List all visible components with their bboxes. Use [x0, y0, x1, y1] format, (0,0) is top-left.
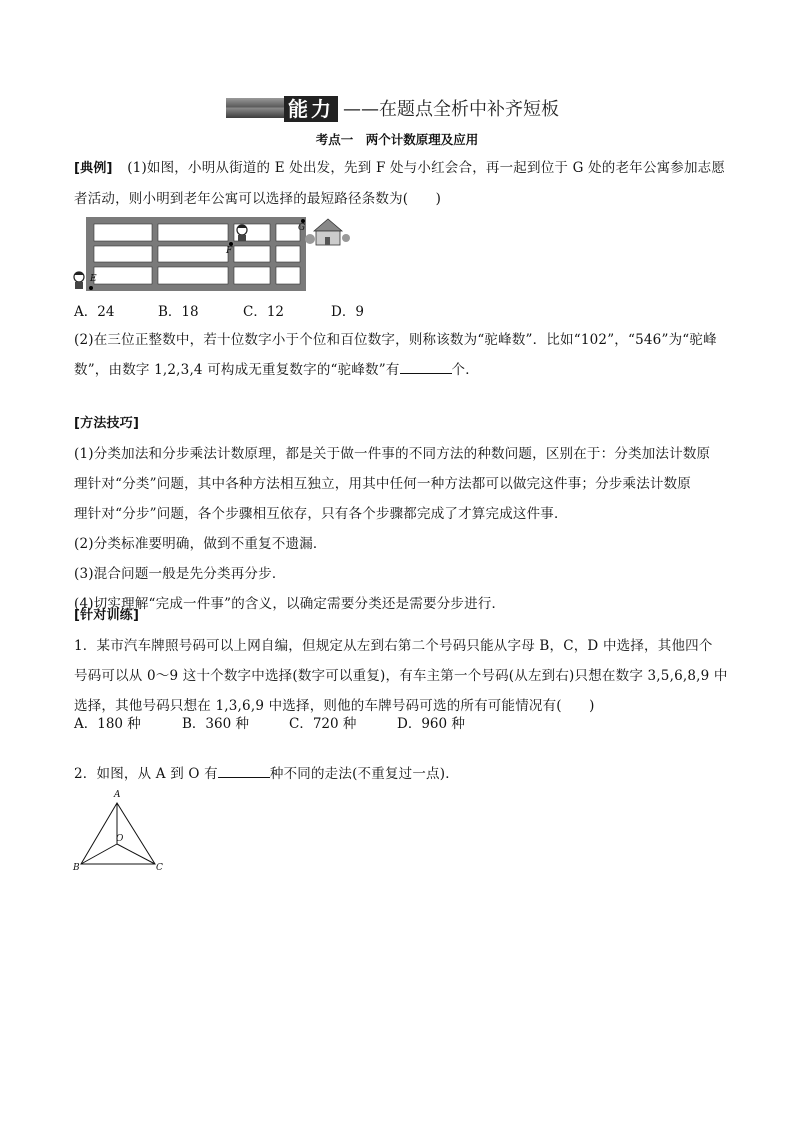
label-e: E [90, 274, 97, 284]
example-q2-line2-after: 个． [451, 362, 479, 378]
training-q1-line1: 1．某市汽车牌照号码可以上网自编，但规定从左到右第二个号码只能从字母 B，C，D 中选择，其他四个 [74, 638, 713, 654]
training-q2-before: 2．如图，从 A 到 O 有 [74, 766, 218, 782]
label-f: F [226, 246, 233, 256]
banner-decor-bar [226, 98, 284, 118]
banner-subtitle: ——在题点全析中补齐短板 [343, 99, 559, 120]
label-a: A [114, 790, 121, 800]
methods-section [74, 408, 710, 619]
label-o: O [116, 834, 124, 844]
example-option-a: A．24 [74, 304, 115, 320]
triangle-figure [70, 790, 170, 875]
methods-line-6: (4)切实理解“完成一件事”的含义，以确定需要分类还是需要分步进行． [74, 596, 506, 612]
street-grid-diagram [70, 213, 350, 293]
training-option-d: D．960 种 [397, 716, 465, 732]
training-option-a: A．180 种 [74, 716, 141, 732]
example-q2 [74, 325, 717, 385]
methods-line-4: (2)分类标准要明确，做到不重复不遗漏． [74, 536, 327, 552]
answer-blank [400, 359, 452, 374]
banner-label: 能力 [284, 96, 338, 122]
training-heading: [针对训练] [74, 608, 140, 623]
methods-line-2: 理针对“分类”问题，其中各种方法相互独立，用其中任何一种方法都可以做完这件事；分步乘法计数原 [74, 476, 692, 492]
training-q2-after: 种不同的走法(不重复过一点)． [269, 766, 459, 782]
methods-line-3: 理针对“分步”问题，各个步骤相互依存，只有各个步骤都完成了才算完成这件事． [74, 506, 568, 522]
training-section [74, 600, 728, 721]
example-q1-line1: (1)如图，小明从街道的 E 处出发，先到 F 处与小红会合，再一起到位于 G 处的老年公寓参加志愿 [127, 160, 726, 176]
street-grid-figure [70, 213, 350, 293]
example-option-d: D．9 [331, 304, 364, 320]
example-option-b: B．18 [158, 304, 199, 320]
label-g: G [298, 223, 306, 233]
answer-blank-2 [218, 763, 270, 778]
training-option-b: B．360 种 [182, 716, 249, 732]
methods-heading: [方法技巧] [74, 416, 140, 431]
methods-line-1: (1)分类加法和分步乘法计数原理，都是关于做一件事的不同方法的种数问题，区别在于：分类加法计数原 [74, 446, 711, 462]
training-option-c: C．720 种 [289, 716, 357, 732]
training-q1-line2: 号码可以从 0～9 这十个数字中选择(数字可以重复)，有车主第一个号码(从左到右)只想在数字 3,5,6,8,9 中 [74, 668, 728, 684]
training-q1-line3: 选择，其他号码只想在 1,3,6,9 中选择，则他的车牌号码可选的所有可能情况有( ) [74, 698, 595, 714]
example-tag: [典例] [74, 161, 113, 176]
label-b: B [73, 863, 80, 873]
example-option-c: C．12 [243, 304, 285, 320]
triangle-diagram [70, 790, 170, 875]
example-q1-line2: 者活动，则小明到老年公寓可以选择的最短路径条数为( ) [74, 191, 442, 207]
section-title: 考点一 两个计数原理及应用 [315, 132, 479, 147]
example-q2-line2-before: 数”，由数字 1,2,3,4 可构成无重复数字的“驼峰数”有 [74, 362, 400, 378]
training-q2 [74, 759, 459, 789]
example-q2-line1: (2)在三位正整数中，若十位数字小于个位和百位数字，则称该数为“驼峰数”．比如“102”，“546”为“驼峰 [74, 332, 717, 348]
example-q1 [74, 153, 725, 214]
label-c: C [156, 863, 163, 873]
methods-line-5: (3)混合问题一般是先分类再分步． [74, 566, 286, 582]
